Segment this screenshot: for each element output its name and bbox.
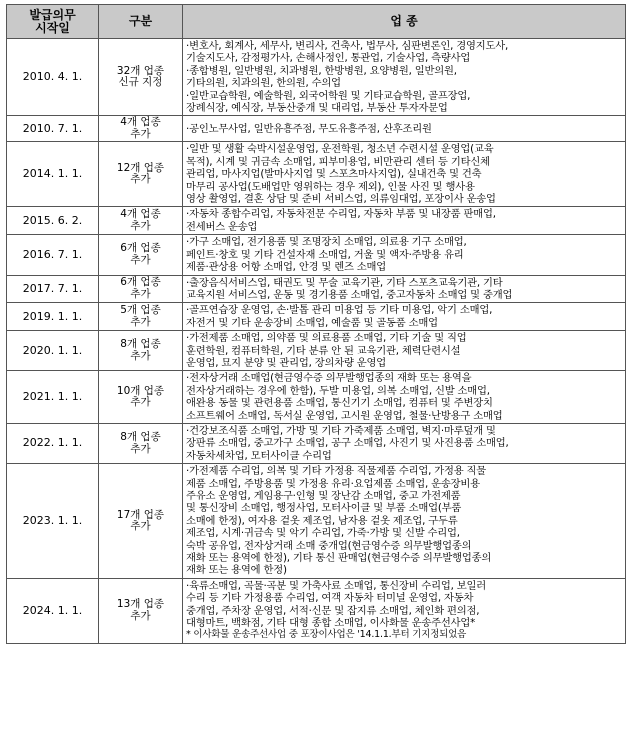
header-start-date-line2: 시작일 xyxy=(35,20,70,35)
category-text: 추가 xyxy=(130,127,151,140)
industry-cell xyxy=(183,331,626,371)
industry-line: 자동차세차업, 모터사이클 수리업 xyxy=(186,449,332,462)
industry-line: 페인트·창호 및 기타 건설자재 소매업, 거울 및 액자·주방용 유리 xyxy=(186,248,464,261)
table-row xyxy=(7,116,626,142)
industry-line: ·가구 소매업, 전기용품 및 조명장치 소매업, 의료용 기구 소매업, xyxy=(186,236,467,249)
category-text: 8개 업종 xyxy=(120,431,161,444)
table-row xyxy=(7,578,626,643)
industry-line: ·전자상거래 소매업(현금영수증 의무발행업종의 재화 또는 용역을 xyxy=(186,372,472,385)
header-start-date xyxy=(7,5,99,39)
industry-line: 소프트웨어 소매업, 독서실 운영업, 고시원 운영업, 철물·난방용구 소매업 xyxy=(186,409,503,422)
category-text: 추가 xyxy=(130,315,151,328)
start-date-cell: 2016. 7. 1. xyxy=(7,235,99,275)
category-text: 6개 업종 xyxy=(120,276,161,289)
start-date-cell: 2010. 7. 1. xyxy=(7,116,99,142)
category-text: 6개 업종 xyxy=(120,242,161,255)
category-text: 추가 xyxy=(130,253,151,266)
category-text: 10개 업종 xyxy=(116,384,165,397)
industry-line: 목적), 시계 및 귀금속 소매업, 피부미용업, 비만관리 센터 등 기타신체 xyxy=(186,155,490,168)
start-date-cell: 2022. 1. 1. xyxy=(7,423,99,463)
table-row xyxy=(7,235,626,275)
industry-line: 재화 또는 용역에 한정) xyxy=(186,564,287,577)
industry-cell xyxy=(183,423,626,463)
category-text: 추가 xyxy=(130,396,151,409)
industry-line: ·변호사, 회계사, 세무사, 변리사, 건축사, 법무사, 심판변론인, 경영지도사, xyxy=(186,40,509,52)
category-cell xyxy=(99,142,183,207)
industry-line: 장판류 소매업, 중고가구 소매업, 공구 소매업, 사진기 및 사진용품 소매업, xyxy=(186,437,509,450)
category-cell xyxy=(99,423,183,463)
industry-line: ·골프연습장 운영업, 손·발톱 관리 미용업 등 기타 미용업, 악기 소매업, xyxy=(186,304,493,317)
category-text: 신규 지정 xyxy=(118,76,163,89)
industry-cell xyxy=(183,39,626,116)
table-row xyxy=(7,371,626,424)
industry-line: 제품·관상용 어항 소매업, 안경 및 렌즈 소매업 xyxy=(186,261,387,274)
start-date-cell: 2021. 1. 1. xyxy=(7,371,99,424)
industry-line: 운영업, 묘지 분양 및 관리업, 장의차량 운영업 xyxy=(186,356,387,369)
industry-line: ·육류소매업, 곡물·곡분 및 가축사료 소매업, 통신장비 수리업, 보일러 xyxy=(186,579,487,592)
industry-line: 숙박 공유업, 전자상거래 소매 중개업(현금영수증 의무발행업종의 xyxy=(186,539,472,552)
category-text: 추가 xyxy=(130,349,151,362)
industry-cell xyxy=(183,371,626,424)
start-date-cell: 2024. 1. 1. xyxy=(7,578,99,643)
industry-line: ·건강보조식품 소매업, 가방 및 기타 가죽제품 소매업, 벽지·마루덮개 및 xyxy=(186,424,496,437)
table-row xyxy=(7,142,626,207)
industry-line: 주유소 운영업, 게임용구·인형 및 장난감 소매업, 중고 가전제품 xyxy=(186,490,461,502)
category-text: 17개 업종 xyxy=(116,508,165,521)
category-text: 13개 업종 xyxy=(116,598,165,611)
start-date-cell: 2014. 1. 1. xyxy=(7,142,99,207)
header-row xyxy=(7,5,626,39)
industry-cell xyxy=(183,275,626,303)
industry-line: ·출장음식서비스업, 태권도 및 무술 교육기관, 기타 스포츠교육기관, 기타 xyxy=(186,276,503,289)
category-cell xyxy=(99,275,183,303)
industry-line: 교육지원 서비스업, 운동 및 경기용품 소매업, 중고자동차 소매업 및 중개업 xyxy=(186,288,513,301)
industry-line: 중개업, 주차장 운영업, 서적·신문 및 잡지류 소매업, 체인화 편의점, xyxy=(186,604,480,617)
start-date-cell: 2023. 1. 1. xyxy=(7,464,99,579)
industry-line: 관리업, 마사지업(발마사지업 및 스포츠마사지업), 실내건축 및 건축 xyxy=(186,168,482,181)
industry-cell xyxy=(183,142,626,207)
industry-line: 대형마트, 백화점, 기타 대형 종합 소매업, 이사화물 운송주선사업* xyxy=(186,617,476,630)
industry-line: 훈련학원, 컴퓨터학원, 기타 분류 안 된 교육기관, 체력단련시설 xyxy=(186,344,461,357)
category-text: 추가 xyxy=(130,219,151,232)
category-text: 32개 업종 xyxy=(116,64,165,77)
industry-line: 마무리 공사업(도배업만 영위하는 경우 제외), 인물 사진 및 행사용 xyxy=(186,180,475,193)
category-cell xyxy=(99,235,183,275)
table-row xyxy=(7,464,626,579)
industry-line: 기타의원, 치과의원, 한의원, 수의업 xyxy=(186,77,341,90)
industry-line: 소매에 한정), 여자용 겉옷 제조업, 남자용 겉옷 제조업, 구두류 xyxy=(186,514,458,527)
industry-line: 제조업, 시계·귀금속 및 악기 수리업, 가죽·가방 및 신발 수리업, xyxy=(186,527,460,540)
industry-line: 및 통신장비 소매업, 행정사업, 모터사이클 및 부품 소매업(부품 xyxy=(186,502,462,515)
start-date-cell: 2017. 7. 1. xyxy=(7,275,99,303)
industry-line: ·가전제품 소매업, 의약품 및 의료용품 소매업, 기타 기술 및 직업 xyxy=(186,332,467,345)
category-cell xyxy=(99,116,183,142)
table-row xyxy=(7,423,626,463)
industry-line: 영상 촬영업, 결혼 상담 및 준비 서비스업, 의류임대업, 포장이사 운송업 xyxy=(186,193,496,206)
industry-line: 재화 또는 용역에 한정), 기타 통신 판매업(현금영수증 의무발행업종의 xyxy=(186,552,492,565)
industry-table xyxy=(6,4,626,644)
table-row xyxy=(7,275,626,303)
header-category: 구분 xyxy=(99,5,183,39)
category-text: 추가 xyxy=(130,609,151,622)
start-date-cell: 2019. 1. 1. xyxy=(7,303,99,331)
industry-cell xyxy=(183,464,626,579)
category-cell xyxy=(99,371,183,424)
table-row xyxy=(7,331,626,371)
category-text: 12개 업종 xyxy=(116,161,165,174)
industry-cell xyxy=(183,578,626,643)
industry-line: ·가전제품 수리업, 의복 및 기타 가정용 직물제품 수리업, 가정용 직물 xyxy=(186,465,487,478)
industry-line: 제품 소매업, 주방용품 및 가정용 유리·요업제품 소매업, 운송장비용 xyxy=(186,477,480,490)
industry-line: 애완용 동물 및 관련용품 소매업, 통신기기 소매업, 컴퓨터 및 주변장치 xyxy=(186,397,493,410)
category-text: 4개 업종 xyxy=(120,208,161,221)
industry-line: ·일반 및 생활 숙박시설운영업, 운전학원, 청소년 수련시설 운영업(교육 xyxy=(186,143,494,156)
industry-line: 기술지도사, 감정평가사, 손해사정인, 통관업, 기술사업, 측량사업 xyxy=(186,52,471,65)
category-cell xyxy=(99,39,183,116)
category-cell xyxy=(99,578,183,643)
category-cell xyxy=(99,464,183,579)
category-text: 추가 xyxy=(130,442,151,455)
industry-cell xyxy=(183,116,626,142)
industry-line: ·자동차 종합수리업, 자동차전문 수리업, 자동차 부품 및 내장품 판매업, xyxy=(186,208,496,221)
category-text: 8개 업종 xyxy=(120,338,161,351)
industry-cell xyxy=(183,235,626,275)
category-text: 추가 xyxy=(130,520,151,533)
category-cell xyxy=(99,303,183,331)
start-date-cell: 2020. 1. 1. xyxy=(7,331,99,371)
industry-line: ·일반교습학원, 예술학원, 외국어학원 및 기타교습학원, 골프장업, xyxy=(186,89,471,102)
category-text: 5개 업종 xyxy=(120,304,161,317)
industry-line: 전자상거래하는 경우에 한함), 두발 미용업, 의복 소매업, 신발 소매업, xyxy=(186,384,490,397)
header-start-date-line1: 발급의무 xyxy=(29,7,76,22)
category-cell xyxy=(99,331,183,371)
industry-cell xyxy=(183,207,626,235)
footnote: * 이사화물 운송주선사업 중 포장이사업은 '14.1.1.부터 기지정되었음 xyxy=(186,629,467,641)
industry-line: 전세버스 운송업 xyxy=(186,220,258,233)
industry-line: ·공인노무사업, 일반유흥주점, 무도유흥주점, 산후조리원 xyxy=(186,122,432,135)
industry-cell xyxy=(183,303,626,331)
category-text: 4개 업종 xyxy=(120,116,161,129)
category-text: 추가 xyxy=(130,287,151,300)
table-row xyxy=(7,207,626,235)
start-date-cell: 2015. 6. 2. xyxy=(7,207,99,235)
industry-line: 장례식장, 예식장, 부동산중개 및 대리업, 부동산 투자자문업 xyxy=(186,102,448,115)
table-row xyxy=(7,39,626,116)
industry-line: 수리 등 기타 가정용품 수리업, 여객 자동차 터미널 운영업, 자동차 xyxy=(186,592,474,605)
table-row xyxy=(7,303,626,331)
industry-line: 자전거 및 기타 운송장비 소매업, 예술품 및 골동품 소매업 xyxy=(186,316,438,329)
category-text: 추가 xyxy=(130,173,151,186)
category-cell xyxy=(99,207,183,235)
industry-line: ·종합병원, 일반병원, 치과병원, 한방병원, 요양병원, 일반의원, xyxy=(186,64,457,77)
header-industry: 업 종 xyxy=(183,5,626,39)
start-date-cell: 2010. 4. 1. xyxy=(7,39,99,116)
